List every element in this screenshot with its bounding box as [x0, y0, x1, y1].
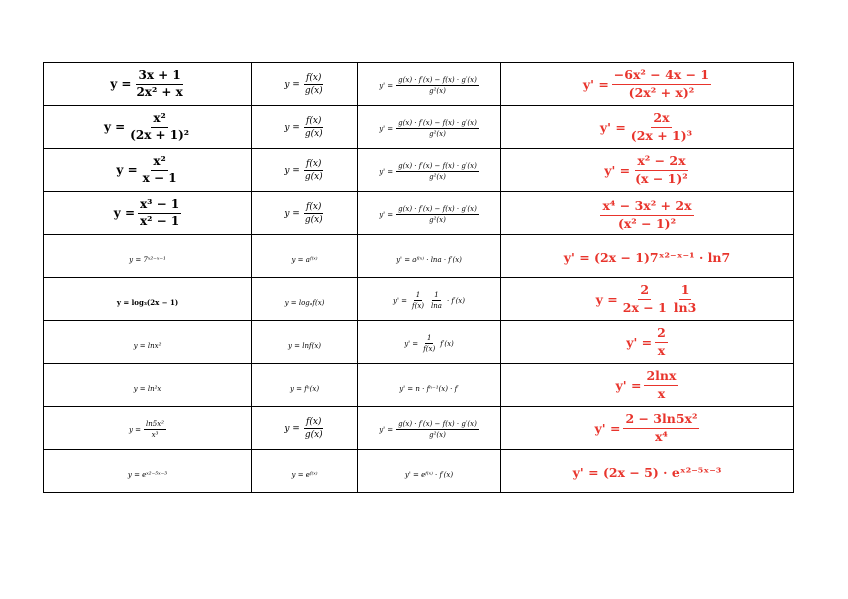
fraction: $\frac{g(x) \cdot f'(x) - f(x) \cdot g'(x)}{\text{g²(x)}}$: [398, 76, 477, 96]
answer-cell: y = $\frac{2}{2x - 1}$ $\frac{1}{\ln 3}$: [501, 278, 794, 321]
answer-cell: y' = $\frac{2}{x}$: [501, 321, 794, 364]
fraction: $\frac{f(x)}{g(x)}$: [304, 158, 323, 183]
answer-cell: y' = $\frac{2x}{\text{(2x + 1)³}}$: [501, 106, 794, 149]
fraction: $\frac{f(x)}{g(x)}$: [304, 72, 323, 97]
rule-cell: y' = $\frac{g(x) \cdot f'(x) - f(x) \cdot g'(x)}{\text{g²(x)}}$: [358, 106, 501, 149]
function-cell: y = ln²x: [44, 364, 252, 407]
table-row: [44, 192, 794, 235]
fraction: $\frac{1}{f(x)}$: [412, 291, 425, 311]
fraction: $\frac{3x + 1}{\text{2x² + x}}$: [136, 67, 183, 99]
function-cell: y = lnx²: [44, 321, 252, 364]
fraction: $\frac{2}{2x - 1}$: [622, 282, 667, 315]
answer-cell: y' = $\frac{2\ln x}{x}$: [501, 364, 794, 407]
fraction: $\frac{\text{x² − 2x}}{\text{(x − 1)²}}$: [635, 153, 688, 186]
fraction: $\frac{1}{\ln a}$: [431, 291, 442, 311]
rule-cell: y' = $\frac{g(x) \cdot f'(x) - f(x) \cdot g'(x)}{\text{g²(x)}}$: [358, 149, 501, 192]
rule-cell: y' = $\frac{g(x) \cdot f'(x) - f(x) \cdot g'(x)}{\text{g²(x)}}$: [358, 192, 501, 235]
fraction: $\frac{f(x)}{g(x)}$: [304, 416, 323, 441]
fraction: $\frac{\text{2 − 3ln5x²}}{\text{x⁴}}$: [625, 411, 698, 444]
function-cell: y = $\frac{\text{x²}}{x - 1}$: [44, 149, 252, 192]
fraction: $\frac{1}{\ln 3}$: [673, 282, 697, 315]
general-form-cell: y = eᶠ⁽ˣ⁾: [252, 450, 358, 493]
function-cell: y = eˣ²⁻⁵ˣ⁻³: [44, 450, 252, 493]
fraction: $\frac{1}{f(x)}$: [423, 334, 436, 354]
fraction: $\frac{2\ln x}{x}$: [646, 368, 677, 401]
table-row: [44, 106, 794, 149]
function-cell: y = $\frac{\text{ln5x²}}{\text{x³}}$: [44, 407, 252, 450]
fraction: $\frac{f(x)}{g(x)}$: [304, 201, 323, 226]
table-row: [44, 149, 794, 192]
answer-cell: y' = $\frac{\text{2 − 3ln5x²}}{\text{x⁴}}$: [501, 407, 794, 450]
fraction: $\frac{\text{x²}}{\text{(2x + 1)²}}$: [130, 110, 190, 142]
rule-cell: y' = $\frac{g(x) \cdot f'(x) - f(x) \cdot g'(x)}{\text{g²(x)}}$: [358, 63, 501, 106]
table-row: [44, 63, 794, 106]
answer-cell: y' = $\frac{\text{x² − 2x}}{\text{(x − 1)²}}$: [501, 149, 794, 192]
function-cell: y = 7ˣ²⁻ˣ⁻¹: [44, 235, 252, 278]
answer-cell: y' = (2x − 5) · eˣ²⁻⁵ˣ⁻³: [501, 450, 794, 493]
fraction: $\frac{\text{x³ − 1}}{\text{x² − 1}}$: [140, 196, 180, 228]
fraction: $\frac{\text{x²}}{x - 1}$: [142, 153, 177, 185]
general-form-cell: y = $\frac{f(x)}{g(x)}$: [252, 407, 358, 450]
function-cell: y = log₃(2x − 1): [44, 278, 252, 321]
rule-cell: y' = $\frac{1}{f(x)}$ f′(x): [358, 321, 501, 364]
function-cell: [44, 63, 252, 106]
rule-cell: y' = $\frac{g(x) \cdot f'(x) - f(x) \cdot g'(x)}{\text{g²(x)}}$: [358, 407, 501, 450]
table-row: [44, 407, 794, 450]
lhs: y =: [110, 77, 132, 91]
table-row: [44, 278, 794, 321]
rule-cell: y' = eᶠ⁽ˣ⁾ · f′(x): [358, 450, 501, 493]
table-row: [44, 321, 794, 364]
table-row: [44, 450, 794, 493]
rule-cell: y' = aᶠ⁽ˣ⁾ · lna · f′(x): [358, 235, 501, 278]
answer-cell: y' = (2x − 1)7ˣ²⁻ˣ⁻¹ · ln7: [501, 235, 794, 278]
fraction: $\frac{g(x) \cdot f'(x) - f(x) \cdot g'(x)}{\text{g²(x)}}$: [398, 119, 477, 139]
general-form-cell: y = aᶠ⁽ˣ⁾: [252, 235, 358, 278]
rule-cell: y' = n · fⁿ⁻¹(x) · f′: [358, 364, 501, 407]
fraction: $\frac{2x}{\text{(2x + 1)³}}$: [630, 110, 693, 143]
derivatives-table: [43, 62, 794, 493]
function-cell: y = $\frac{\text{x³ − 1}}{\text{x² − 1}}$: [44, 192, 252, 235]
rule-cell: y' = $\frac{1}{f(x)}$ $\frac{1}{\ln a}$ · f′(x): [358, 278, 501, 321]
fraction: $\frac{g(x) \cdot f'(x) - f(x) \cdot g'(x)}{\text{g²(x)}}$: [398, 205, 477, 225]
general-form-cell: y = $\frac{f(x)}{g(x)}$: [252, 63, 358, 106]
fraction: $\frac{2}{x}$: [657, 325, 666, 358]
general-form-cell: y = logₐf(x): [252, 278, 358, 321]
general-form-cell: y = $\frac{f(x)}{g(x)}$: [252, 149, 358, 192]
fraction: $\frac{\text{ln5x²}}{\text{x³}}$: [146, 420, 164, 440]
function-cell: y = $\frac{\text{x²}}{\text{(2x + 1)²}}$: [44, 106, 252, 149]
table-row: [44, 364, 794, 407]
general-form-cell: y = lnf(x): [252, 321, 358, 364]
general-form-cell: y = $\frac{f(x)}{g(x)}$: [252, 192, 358, 235]
fraction: $\frac{\text{−6x² − 4x − 1}}{\text{(2x² + x)²}}$: [613, 67, 710, 100]
fraction: $\frac{g(x) \cdot f'(x) - f(x) \cdot g'(x)}{\text{g²(x)}}$: [398, 420, 477, 440]
fraction: $\frac{\text{x⁴ − 3x² + 2x}}{\text{(x² − 1)²}}$: [602, 198, 692, 231]
fraction: $\frac{g(x) \cdot f'(x) - f(x) \cdot g'(x)}{\text{g²(x)}}$: [398, 162, 477, 182]
answer-cell: y' = $\frac{\text{−6x² − 4x − 1}}{\text{(2x² + x)²}}$: [501, 63, 794, 106]
general-form-cell: y = $\frac{f(x)}{g(x)}$: [252, 106, 358, 149]
answer-cell: [501, 192, 794, 235]
table-row: [44, 235, 794, 278]
fraction: $\frac{f(x)}{g(x)}$: [304, 115, 323, 140]
general-form-cell: y = fⁿ(x): [252, 364, 358, 407]
